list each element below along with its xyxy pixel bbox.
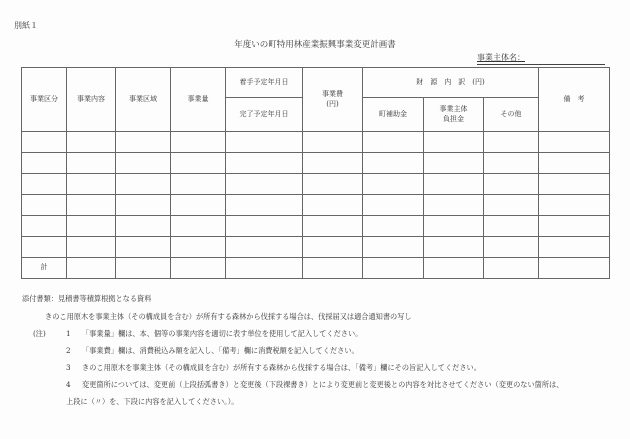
col-header-end-date: 完了予定年月日 (226, 98, 303, 132)
cell[interactable] (171, 153, 226, 174)
note-number: 3 (66, 363, 71, 372)
cell[interactable] (226, 258, 303, 279)
table-row (22, 174, 610, 195)
cell[interactable] (303, 216, 363, 237)
cell[interactable] (67, 195, 116, 216)
cell[interactable] (226, 216, 303, 237)
cell[interactable] (116, 132, 171, 153)
cell[interactable] (226, 153, 303, 174)
cell[interactable] (67, 237, 116, 258)
cell[interactable] (171, 195, 226, 216)
cell[interactable] (539, 153, 610, 174)
col-header-remarks: 備 考 (539, 68, 610, 132)
cell[interactable] (539, 174, 610, 195)
cell[interactable] (22, 132, 67, 153)
cell[interactable] (424, 216, 484, 237)
cell[interactable] (22, 174, 67, 195)
cell[interactable] (303, 237, 363, 258)
cell[interactable] (67, 216, 116, 237)
cell[interactable] (226, 174, 303, 195)
annex-label: 別紙１ (14, 21, 38, 30)
entity-name-label: 事業主体名： (477, 53, 525, 62)
note-text: 変更箇所については、変更前（上段括弧書き）と変更後（下段裸書き）とにより変更前と変更後との内容を対比させてください（変更のない箇所は、 (82, 380, 564, 389)
cost-unit: (円) (326, 99, 339, 108)
col-header-other: その他 (484, 98, 539, 132)
col-header-funding: 財 源 内 訳 (円) (363, 68, 539, 98)
cell[interactable] (116, 237, 171, 258)
total-label: 計 (22, 258, 67, 279)
cell[interactable] (363, 153, 424, 174)
cell[interactable] (484, 237, 539, 258)
cell[interactable] (226, 195, 303, 216)
col-header-content: 事業内容 (67, 68, 116, 132)
cell[interactable] (171, 132, 226, 153)
attachments-line-2: きのこ用原木を事業主体（その構成員を含む）が所有する森林から伐採する場合は、伐採届又は適合通知書の写し (45, 312, 412, 321)
cell[interactable] (539, 132, 610, 153)
cell[interactable] (363, 132, 424, 153)
cell[interactable] (116, 153, 171, 174)
entity-name-field[interactable] (477, 52, 605, 65)
cell[interactable] (22, 216, 67, 237)
cell[interactable] (539, 216, 610, 237)
cell[interactable] (226, 237, 303, 258)
cell[interactable] (539, 237, 610, 258)
col-header-cost (303, 68, 363, 132)
col-header-entity-burden (424, 98, 484, 132)
cell[interactable] (484, 216, 539, 237)
notes-label: (注) (33, 329, 46, 338)
note-text: きのこ用原木を事業主体（その構成員を含む）が所有する森林から伐採する場合は、「備考」欄にその旨記入してください。 (82, 363, 481, 372)
plan-table (21, 67, 610, 279)
cell[interactable] (303, 174, 363, 195)
note-text: 「事業量」欄は、本、個等の事業内容を適切に表す単位を使用して記入してください。 (82, 329, 363, 338)
cell[interactable] (303, 258, 363, 279)
cell[interactable] (303, 132, 363, 153)
cell[interactable] (22, 237, 67, 258)
total-row (22, 258, 610, 279)
note-number: 4 (66, 380, 71, 389)
cell[interactable] (363, 195, 424, 216)
note-text-continued: 上段に（〃）を、下段に内容を記入してください。）。 (66, 397, 239, 406)
cell[interactable] (67, 153, 116, 174)
cell[interactable] (484, 153, 539, 174)
table-row (22, 195, 610, 216)
cell[interactable] (539, 258, 610, 279)
cell[interactable] (424, 195, 484, 216)
cell[interactable] (116, 258, 171, 279)
table-row (22, 132, 610, 153)
note-text: 「事業費」欄は、消費税込み額を記入し、「備考」欄に消費税額を記入してください。 (82, 346, 359, 355)
note-number: 2 (66, 346, 71, 355)
cell[interactable] (424, 132, 484, 153)
cell[interactable] (424, 237, 484, 258)
col-header-quantity: 事業量 (171, 68, 226, 132)
cell[interactable] (363, 258, 424, 279)
col-header-area: 事業区域 (116, 68, 171, 132)
attachments-label: 添付書類：見積書等積算根拠となる資料 (22, 294, 152, 303)
cell[interactable] (363, 237, 424, 258)
cost-label: 事業費 (322, 90, 343, 99)
cell[interactable] (22, 153, 67, 174)
cell[interactable] (116, 216, 171, 237)
cell[interactable] (484, 174, 539, 195)
entity-burden-line1: 事業主体 (439, 105, 468, 114)
col-header-start-date: 着手予定年月日 (226, 68, 303, 98)
cell[interactable] (67, 174, 116, 195)
cell[interactable] (303, 195, 363, 216)
entity-burden-line2: 負担金 (443, 114, 464, 123)
cell[interactable] (303, 153, 363, 174)
cell[interactable] (424, 153, 484, 174)
table-row (22, 237, 610, 258)
cell[interactable] (171, 237, 226, 258)
cell[interactable] (484, 195, 539, 216)
cell[interactable] (171, 258, 226, 279)
col-header-town-subsidy: 町補助金 (363, 98, 424, 132)
cell[interactable] (22, 195, 67, 216)
cell[interactable] (363, 216, 424, 237)
cell[interactable] (424, 174, 484, 195)
cell[interactable] (116, 195, 171, 216)
document-title: 年度いの町特用林産業振興事業変更計画書 (234, 40, 396, 50)
cell[interactable] (67, 258, 116, 279)
cell[interactable] (67, 132, 116, 153)
table-row (22, 216, 610, 237)
col-header-category: 事業区分 (22, 68, 67, 132)
note-number: 1 (66, 329, 71, 338)
cell[interactable] (171, 174, 226, 195)
cell[interactable] (484, 132, 539, 153)
cell[interactable] (116, 174, 171, 195)
cell[interactable] (484, 258, 539, 279)
cell[interactable] (171, 216, 226, 237)
cell[interactable] (226, 132, 303, 153)
cell[interactable] (363, 174, 424, 195)
cell[interactable] (539, 195, 610, 216)
table-row (22, 153, 610, 174)
cell[interactable] (424, 258, 484, 279)
